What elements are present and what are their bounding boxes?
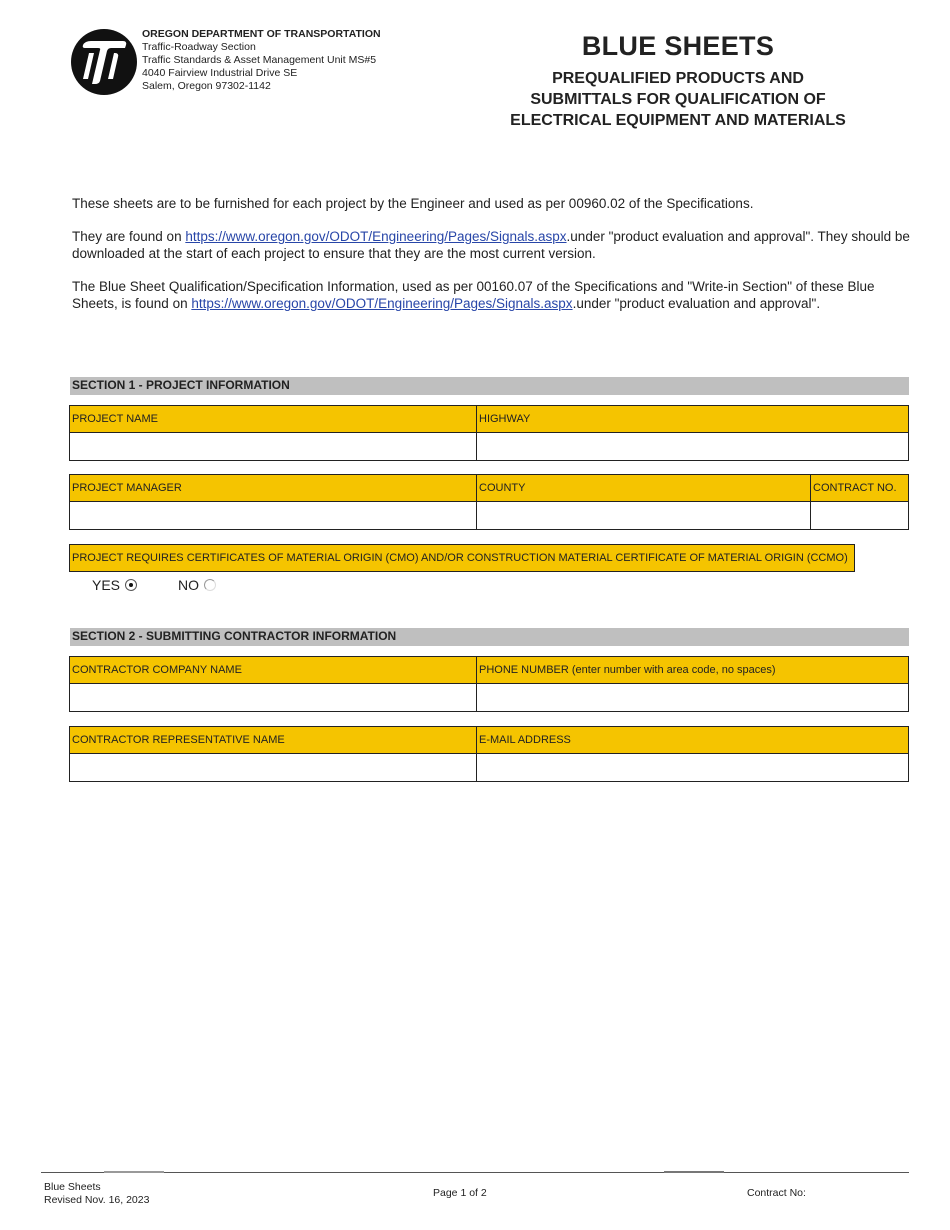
company-name-label: CONTRACTOR COMPANY NAME <box>69 656 477 684</box>
project-name-input-row <box>69 433 909 461</box>
company-label-row <box>69 656 909 684</box>
highway-label: HIGHWAY <box>477 405 909 433</box>
project-name-input[interactable] <box>70 433 476 460</box>
section-2-header: SECTION 2 - SUBMITTING CONTRACTOR INFORMATION <box>70 628 909 646</box>
cmo-requirement-label: PROJECT REQUIRES CERTIFICATES OF MATERIAL ORIGIN (CMO) AND/OR CONSTRUCTION MATERIAL CERTIFICATE OF MATERIAL ORIGIN (CCMO) <box>69 544 855 572</box>
project-name-label: PROJECT NAME <box>69 405 477 433</box>
highway-field-cell <box>477 433 909 461</box>
org-address-block <box>142 28 381 93</box>
org-name: OREGON DEPARTMENT OF TRANSPORTATION <box>142 28 381 40</box>
yes-label: YES <box>92 577 121 593</box>
phone-number-label: PHONE NUMBER (enter number with area code, no spaces) <box>477 656 909 684</box>
intro-paragraph-1: These sheets are to be furnished for each project by the Engineer and used as per 00960.02 of the Specifications. <box>72 196 754 211</box>
rep-label-row <box>69 726 909 754</box>
project-manager-input-row <box>69 502 909 530</box>
intro-paragraph-3 <box>72 278 912 312</box>
footer-doc-name: Blue Sheets <box>44 1181 101 1193</box>
cmo-yes-radio[interactable] <box>92 577 137 593</box>
intro-paragraph-2 <box>72 228 912 262</box>
company-name-input[interactable] <box>70 684 476 711</box>
contract-no-input[interactable] <box>811 502 908 529</box>
footer-doc-info <box>44 1181 149 1207</box>
contract-no-field-cell <box>811 502 909 530</box>
county-field-cell <box>477 502 811 530</box>
cmo-no-radio[interactable] <box>178 577 216 593</box>
subtitle-line: ELECTRICAL EQUIPMENT AND MATERIALS <box>510 112 846 129</box>
representative-name-field-cell <box>69 754 477 782</box>
email-address-field-cell <box>477 754 909 782</box>
section-1-header: SECTION 1 - PROJECT INFORMATION <box>70 377 909 395</box>
project-manager-label: PROJECT MANAGER <box>69 474 477 502</box>
radio-unchecked-icon[interactable] <box>204 579 216 591</box>
intro-text-span: The Blue Sheet Qualification/Specification Information, used as per 00160.07 of the Specifications and "Write-in Section" of these Blue Sheets, is found on <box>72 279 875 311</box>
phone-number-input[interactable] <box>477 684 908 711</box>
odot-logo-icon <box>71 29 137 95</box>
project-manager-label-row <box>69 474 909 502</box>
subtitle-line: PREQUALIFIED PRODUCTS AND <box>552 70 804 87</box>
project-manager-input[interactable] <box>70 502 476 529</box>
page-subtitle <box>470 68 886 131</box>
page-title: BLUE SHEETS <box>581 31 775 61</box>
no-label: NO <box>178 577 199 593</box>
project-name-field-cell <box>69 433 477 461</box>
intro-text <box>72 195 912 328</box>
intro-text-span: .under "product evaluation and approval". They should be downloaded at the start of each project to ensure that they are the most current version. <box>72 229 910 261</box>
representative-name-label: CONTRACTOR REPRESENTATIVE NAME <box>69 726 477 754</box>
intro-text-span: They are found on <box>72 229 186 244</box>
contract-no-label: CONTRACT NO. <box>811 474 909 502</box>
highway-input[interactable] <box>477 433 908 460</box>
signals-page-link[interactable]: https://www.oregon.gov/ODOT/Engineering/Pages/Signals.aspx <box>191 296 573 311</box>
footer-divider-accent <box>104 1171 164 1173</box>
intro-text-span: .under "product evaluation and approval". <box>572 296 821 311</box>
address-line: 4040 Fairview Industrial Drive SE <box>142 67 298 79</box>
email-address-label: E-MAIL ADDRESS <box>477 726 909 754</box>
footer-revised-date: Revised Nov. 16, 2023 <box>44 1194 150 1206</box>
project-manager-field-cell <box>69 502 477 530</box>
email-address-input[interactable] <box>477 754 908 781</box>
company-input-row <box>69 684 909 712</box>
footer-divider-accent <box>664 1171 724 1173</box>
footer-divider <box>41 1172 909 1173</box>
county-label: COUNTY <box>477 474 811 502</box>
footer-contract-no: Contract No: <box>747 1187 806 1199</box>
address-line: Traffic Standards & Asset Management Unit MS#5 <box>142 54 377 66</box>
title-block <box>470 30 886 131</box>
phone-number-field-cell <box>477 684 909 712</box>
subtitle-line: SUBMITTALS FOR QUALIFICATION OF <box>530 91 826 108</box>
address-line: Salem, Oregon 97302-1142 <box>142 80 271 92</box>
signals-page-link[interactable]: https://www.oregon.gov/ODOT/Engineering/Pages/Signals.aspx <box>185 229 567 244</box>
rep-input-row <box>69 754 909 782</box>
company-name-field-cell <box>69 684 477 712</box>
representative-name-input[interactable] <box>70 754 476 781</box>
address-line: Traffic-Roadway Section <box>142 41 256 53</box>
project-name-label-row <box>69 405 909 433</box>
county-input[interactable] <box>477 502 810 529</box>
footer-page-number: Page 1 of 2 <box>433 1187 487 1199</box>
radio-checked-icon[interactable] <box>125 579 137 591</box>
